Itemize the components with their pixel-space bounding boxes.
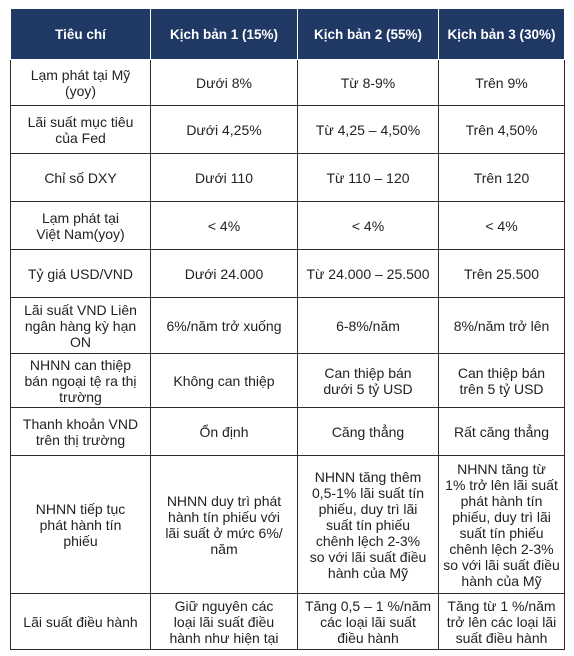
criteria-cell: Lãi suất mục tiêu của Fed [11, 106, 151, 154]
scenario-3-cell: Tăng từ 1 %/năm trở lên các loại lãi suất điều hành [439, 594, 565, 650]
criteria-cell: NHNN tiếp tục phát hành tín phiếu [11, 456, 151, 594]
criteria-cell: NHNN can thiệp bán ngoại tệ ra thị trường [11, 354, 151, 408]
criteria-cell: Lãi suất VND Liên ngân hàng kỳ hạn ON [11, 298, 151, 354]
scenario-2-cell: Căng thẳng [298, 408, 439, 456]
scenario-3-cell: 8%/năm trở lên [439, 298, 565, 354]
scenario-table [10, 8, 565, 650]
table-row [11, 250, 565, 298]
header-criteria: Tiêu chí [11, 9, 151, 60]
scenario-2-cell: Từ 4,25 – 4,50% [298, 106, 439, 154]
scenario-2-cell: Can thiệp bán dưới 5 tỷ USD [298, 354, 439, 408]
criteria-cell: Lãi suất điều hành [11, 594, 151, 650]
scenario-2-cell: NHNN tăng thêm 0,5-1% lãi suất tín phiếu, duy trì lãi suất tín phiếu chênh lệch 2-3% so với lãi suất điều hành của Mỹ [298, 456, 439, 594]
scenario-1-cell: Ổn định [151, 408, 298, 456]
scenario-1-cell: Không can thiệp [151, 354, 298, 408]
header-scenario-2: Kịch bản 2 (55%) [298, 9, 439, 60]
scenario-1-cell: Dưới 8% [151, 60, 298, 106]
scenario-3-cell: Trên 120 [439, 154, 565, 202]
table-row [11, 354, 565, 408]
scenario-2-cell: Từ 110 – 120 [298, 154, 439, 202]
scenario-3-cell: < 4% [439, 202, 565, 250]
scenario-2-cell: < 4% [298, 202, 439, 250]
criteria-cell: Lạm phát tại Việt Nam(yoy) [11, 202, 151, 250]
scenario-1-cell: Giữ nguyên các loại lãi suất điều hành như hiện tại [151, 594, 298, 650]
table-row [11, 60, 565, 106]
table-row [11, 298, 565, 354]
table-row [11, 594, 565, 650]
header-scenario-3: Kịch bản 3 (30%) [439, 9, 565, 60]
scenario-3-cell: NHNN tăng từ 1% trở lên lãi suất phát hành tín phiếu, duy trì lãi suất tín phiếu chênh lệch 2-3% so với lãi suất điều hành của Mỹ [439, 456, 565, 594]
table-row [11, 408, 565, 456]
scenario-2-cell: Từ 8-9% [298, 60, 439, 106]
scenario-3-cell: Trên 25.500 [439, 250, 565, 298]
criteria-cell: Thanh khoản VND trên thị trường [11, 408, 151, 456]
table-row [11, 106, 565, 154]
scenario-3-cell: Can thiệp bán trên 5 tỷ USD [439, 354, 565, 408]
scenario-3-cell: Trên 9% [439, 60, 565, 106]
table-row [11, 202, 565, 250]
scenario-1-cell: Dưới 24.000 [151, 250, 298, 298]
scenario-3-cell: Trên 4,50% [439, 106, 565, 154]
table-row [11, 154, 565, 202]
scenario-2-cell: Từ 24.000 – 25.500 [298, 250, 439, 298]
scenario-2-cell: Tăng 0,5 – 1 %/năm các loại lãi suất điều hành [298, 594, 439, 650]
scenario-1-cell: 6%/năm trở xuống [151, 298, 298, 354]
scenario-3-cell: Rất căng thẳng [439, 408, 565, 456]
scenario-1-cell: NHNN duy trì phát hành tín phiếu với lãi suất ở mức 6%/ năm [151, 456, 298, 594]
criteria-cell: Tỷ giá USD/VND [11, 250, 151, 298]
scenario-1-cell: < 4% [151, 202, 298, 250]
table-row [11, 456, 565, 594]
header-scenario-1: Kịch bản 1 (15%) [151, 9, 298, 60]
header-row [11, 9, 565, 60]
scenario-1-cell: Dưới 110 [151, 154, 298, 202]
scenario-2-cell: 6-8%/năm [298, 298, 439, 354]
criteria-cell: Lạm phát tại Mỹ (yoy) [11, 60, 151, 106]
scenario-1-cell: Dưới 4,25% [151, 106, 298, 154]
criteria-cell: Chỉ số DXY [11, 154, 151, 202]
